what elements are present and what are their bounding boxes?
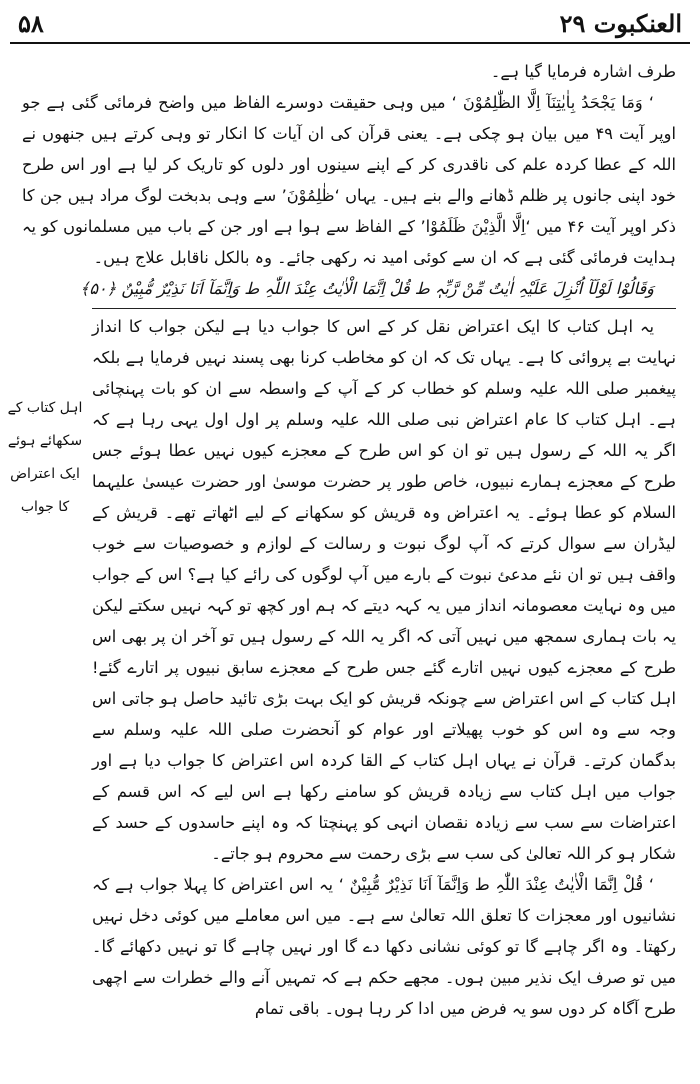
page-body <box>22 56 676 1076</box>
header-rule <box>10 42 690 44</box>
commentary-section <box>92 308 676 1024</box>
paragraph: ‘ قُلْ اِنَّمَا الْاٰیٰتُ عِنْدَ اللّٰہِ ط وَاِنَّمَآ اَنَا نَذِیْرٌ مُّبِیْنٌ ‘ یہ اس اعتراض کا پہلا جواب ہے کہ نشانیوں اور معجزات کا تعلق اللہ تعالیٰ سے ہے۔ میں اس معاملے میں کوئی دخل نہیں رکھتا۔ وہ اگر چاہے گا تو کوئی نشانی دکھا دے گا اور نہیں چاہے گا تو نہیں دکھائے گا۔ میں تو صرف ایک نذیر مبین ہوں۔ مجھے حکم ہے کہ تمہیں آنے والے خطرات سے اچھی طرح آگاہ کر دوں سو یہ فرض میں ادا کر رہا ہوں۔ باقی تمام <box>92 875 676 1018</box>
verse-text: وَقَالُوْا لَوْلَآ اُنْزِلَ عَلَیْہِ اٰیٰتٌ مِّنْ رَّبِّہٖ ط قُلْ اِنَّمَا الْاٰیٰتُ عِنْدَ اللّٰہِ ط وَاِنَّمَآ اَنَا نَذِیْرٌ مُّبِیْنٌ ﴿۵۰﴾ <box>79 279 654 298</box>
margin-note-line: ایک اعتراض <box>10 466 80 482</box>
margin-note-line: اہل کتاب کے <box>7 400 83 416</box>
margin-note-line: کا جواب <box>20 499 70 515</box>
page-header <box>18 6 682 40</box>
paragraph: ‘ وَمَا یَجْحَدُ بِاٰیٰتِنَآ اِلَّا الظّٰلِمُوْنَ ‘ میں وہی حقیقت دوسرے الفاظ میں واضح فرمائی گئی ہے جو اوپر آیت ۴۹ میں بیان ہو چکی ہے۔ یعنی قرآن کی ان آیات کا انکار تو وہی کرتے ہیں جنھوں نے اللہ کے عطا کردہ علم کی ناقدری کر کے اپنے سینوں اور دلوں کو تاریک کر لیا ہے اور اس طرح خود اپنی جانوں پر ظلم ڈھانے والے بنے ہیں۔ یہاں ‘ظٰلِمُوْنَ’ سے وہی بدبخت لوگ مراد ہیں جن کا ذکر اوپر آیت ۴۶ میں ‘اِلَّا الَّذِیْنَ ظَلَمُوْا’ کے الفاظ سے ہوا ہے اور جن کے باب میں مسلمانوں کو یہ ہدایت فرمائی گئی ہے کہ ان سے کوئی امید نہ رکھی جائے۔ وہ بالکل ناقابل علاج ہیں۔ <box>22 93 676 267</box>
surah-title: العنکبوت ۲۹ <box>559 8 682 38</box>
paragraph: یہ اہل کتاب کا ایک اعتراض نقل کر کے اس کا جواب دیا ہے لیکن جواب کا انداز نہایت بے پروائی کا ہے۔ یہاں تک کہ ان کو مخاطب کرنا بھی پسند نہیں فرمایا ہے بلکہ پیغمبر صلی اللہ علیہ وسلم کو خطاب کر کے آپ کے واسطہ سے ان کو بات پہنچائی ہے۔ اہل کتاب کا عام اعتراض نبی صلی اللہ علیہ وسلم پر اول اول یہی رہا ہے کہ اگر یہ اللہ کے رسول ہیں تو ان کو اس طرح کے معجزے کیوں نہیں عطا ہوئے جس طرح کے معجزے ہمارے نبیوں، خاص طور پر حضرت موسیٰ اور حضرت عیسیٰ علیہما السلام کو عطا ہوئے۔ یہ اعتراض وہ قریش کو سکھانے کے لیے اٹھاتے تھے۔ قریش کے لیڈران سے سوال کرتے کہ آپ لوگ نبوت و رسالت کے لوازم و خصوصیات سے خوب واقف ہیں تو ان نئے مدعئ نبوت کے بارے میں آپ لوگوں کی رائے کیا ہے؟ اس کے جواب میں وہ نہایت معصومانہ انداز میں یہ کہہ دیتے کہ ہم اور کچھ تو کہہ نہیں سکتے لیکن یہ بات ہماری سمجھ میں نہیں آتی کہ اگر یہ اللہ کے رسول ہیں تو آخر ان پر بھی اس طرح کے معجزے کیوں نہیں اتارے گئے جس طرح کے معجزے سابق نبیوں پر اتارے گئے! اہل کتاب کے اس اعتراض سے چونکہ قریش کو ایک بہت بڑی تائید حاصل ہو جاتی اس وجہ سے وہ اس کو خوب پھیلاتے اور عوام کو آنحضرت صلی اللہ علیہ وسلم سے بدگمان کرتے۔ قرآن نے یہاں اہل کتاب کے القا کردہ اس اعتراض کا جواب دیا ہے اور جواب میں اہل کتاب سے زیادہ قریش کو سامنے رکھا ہے اس لیے کہ اس قسم کے اعتراضات سے سب سے زیادہ نقصان انہی کو پہنچتا کہ وہ اپنے حاسدوں کے حسد کے شکار ہو کر اللہ تعالیٰ کی سب سے بڑی رحمت سے محروم ہو جاتے۔ <box>92 317 676 863</box>
page-number: ۵۸ <box>18 8 44 38</box>
margin-note-line: سکھائے ہوئے <box>7 433 83 449</box>
paragraph: طرف اشارہ فرمایا گیا ہے۔ <box>490 62 676 81</box>
margin-note <box>6 392 84 524</box>
